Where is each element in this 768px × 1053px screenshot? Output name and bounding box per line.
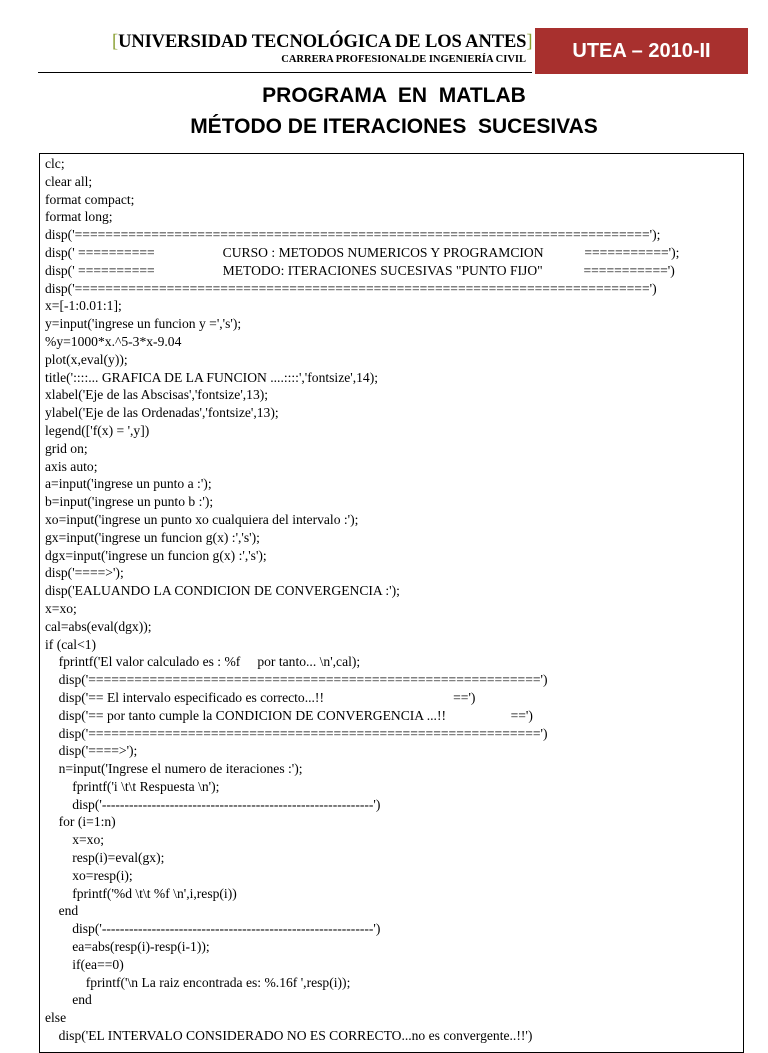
header-divider bbox=[38, 72, 532, 73]
university-name-text: UNIVERSIDAD TECNOLÓGICA DE LOS ANTES bbox=[118, 32, 527, 52]
code-line: xo=resp(i); bbox=[45, 867, 133, 883]
code-line: disp('EALUANDO LA CONDICION DE CONVERGENCIA :'); bbox=[45, 583, 400, 599]
code-line: disp('==========================================================================='); bbox=[45, 227, 661, 243]
code-line: xo=input('ingrese un punto xo cualquiera del intervalo :'); bbox=[45, 511, 359, 527]
code-line: disp('------------------------------------------------------------') bbox=[45, 796, 381, 812]
code-line: disp(' ========== CURSO : METODOS NUMERICOS Y PROGRAMCION ==========='); bbox=[45, 244, 680, 260]
code-line: fprintf('\n La raiz encontrada es: %.16f ',resp(i)); bbox=[45, 974, 351, 990]
code-line: plot(x,eval(y)); bbox=[45, 351, 128, 367]
code-line: disp('===========================================================') bbox=[45, 725, 548, 741]
code-line: if (cal<1) bbox=[45, 636, 97, 652]
code-lines bbox=[45, 155, 744, 1045]
code-line: disp('===========================================================') bbox=[45, 672, 548, 688]
code-line: disp('====>'); bbox=[45, 743, 138, 759]
code-line: for (i=1:n) bbox=[45, 814, 116, 830]
code-line: legend(['f(x) = ',y]) bbox=[45, 422, 150, 438]
code-line: title('::::... GRAFICA DE LA FUNCION ....::::','fontsize',14); bbox=[45, 369, 379, 385]
code-line: disp('== por tanto cumple la CONDICION DE CONVERGENCIA ...!! ==') bbox=[45, 707, 533, 723]
code-line: x=xo; bbox=[45, 832, 105, 848]
code-line: fprintf('El valor calculado es : %f por tanto... \n',cal); bbox=[45, 654, 361, 670]
code-line: disp('EL INTERVALO CONSIDERADO NO ES CORRECTO...no es convergente..!!') bbox=[45, 1028, 533, 1044]
code-line: x=[-1:0.01:1]; bbox=[45, 298, 122, 314]
code-line: disp('== El intervalo especificado es correcto...!! ==') bbox=[45, 689, 476, 705]
document-title-line2: MÉTODO DE ITERACIONES SUCESIVAS bbox=[190, 115, 598, 138]
code-line: gx=input('ingrese un funcion g(x) :','s'); bbox=[45, 529, 260, 545]
page-header bbox=[0, 0, 768, 76]
code-line: clear all; bbox=[45, 173, 93, 189]
code-line: clc; bbox=[45, 156, 65, 171]
code-line: if(ea==0) bbox=[45, 956, 124, 972]
code-line: cal=abs(eval(dgx)); bbox=[45, 618, 152, 634]
document-title-line1: PROGRAMA EN MATLAB bbox=[262, 84, 526, 107]
code-listing bbox=[39, 153, 744, 1053]
code-line: x=xo; bbox=[45, 600, 77, 616]
code-line: resp(i)=eval(gx); bbox=[45, 850, 165, 866]
code-line: a=input('ingrese un punto a :'); bbox=[45, 476, 212, 492]
code-line: b=input('ingrese un punto b :'); bbox=[45, 494, 214, 510]
university-name bbox=[112, 32, 533, 53]
code-line: end bbox=[45, 992, 92, 1008]
code-line: n=input('Ingrese el numero de iteraciones :'); bbox=[45, 761, 303, 777]
program-name: CARRERA PROFESIONALDE INGENIERÍA CIVIL bbox=[281, 54, 526, 65]
code-line: disp('===========================================================================') bbox=[45, 280, 657, 296]
code-line: ylabel('Eje de las Ordenadas','fontsize',13); bbox=[45, 405, 279, 421]
code-line: format compact; bbox=[45, 191, 135, 207]
bracket-close: ] bbox=[526, 32, 533, 52]
code-line: ea=abs(resp(i)-resp(i-1)); bbox=[45, 939, 210, 955]
code-line: disp(' ========== METODO: ITERACIONES SUCESIVAS "PUNTO FIJO" ===========') bbox=[45, 262, 675, 278]
code-line: else bbox=[45, 1010, 67, 1026]
code-line: disp('------------------------------------------------------------') bbox=[45, 921, 381, 937]
code-line: format long; bbox=[45, 209, 113, 225]
code-line: xlabel('Eje de las Abscisas','fontsize',13); bbox=[45, 387, 269, 403]
code-line: axis auto; bbox=[45, 458, 98, 474]
code-line: dgx=input('ingrese un funcion g(x) :','s'); bbox=[45, 547, 267, 563]
code-line: grid on; bbox=[45, 440, 88, 456]
code-line: fprintf('%d \t\t %f \n',i,resp(i)) bbox=[45, 885, 237, 901]
semester-badge: UTEA – 2010-II bbox=[535, 28, 748, 74]
bracket-open: [ bbox=[112, 32, 119, 52]
code-line: end bbox=[45, 903, 79, 919]
code-line: y=input('ingrese un funcion y =','s'); bbox=[45, 316, 242, 332]
code-line: %y=1000*x.^5-3*x-9.04 bbox=[45, 333, 182, 349]
code-line: disp('====>'); bbox=[45, 565, 124, 581]
code-line: fprintf('i \t\t Respuesta \n'); bbox=[45, 778, 220, 794]
